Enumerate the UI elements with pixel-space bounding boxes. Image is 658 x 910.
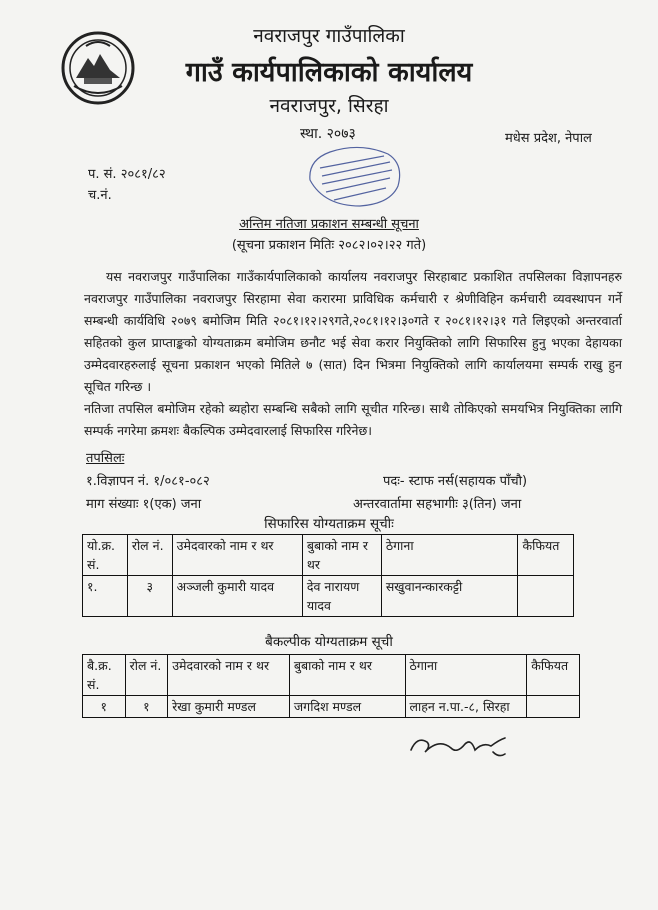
signature-icon [405,728,515,764]
notice-subject [0,214,658,232]
table-header-cell: उमेदवारको नाम र थर [172,535,302,576]
demand-count: माग संख्याः १(एक) जना [86,497,202,512]
table-cell: अञ्जली कुमारी यादव [172,576,302,617]
municipality-name: नवराजपुर गाउँपालिका [253,25,405,47]
table-cell: ३ [127,576,172,617]
table-header-cell: रोल नं. [125,655,168,696]
table-cell: १ [83,696,126,718]
table-row [83,696,580,718]
table-header-row [83,535,574,576]
table-cell: सखुवानन्कारकट्टी [381,576,518,617]
table-header-cell: उमेदवारको नाम र थर [168,655,290,696]
letter-number: प. सं. २०८१/८२ [88,167,166,182]
office-name: गाउँ कार्यपालिकाको कार्यालय [185,57,473,88]
table-cell: जगदिश मण्डल [289,696,405,718]
notice-paragraph-1: यस नवराजपुर गाउँपालिका गाउँकार्यपालिकाको कार्यालय नवराजपुर सिरहाबाट प्रकाशित तपसिलका विज्ञापनहरु नवराजपुर गाउँपालिका नवराजपुर सिरहामा सेवा करारमा प्राविधिक कर्मचारी र श्रेणीविहिन कर्मचारी व्यवस्थापन गर्ने सम्बन्धी कार्यविधि २०७९ बमोजिम मिति २०८१।१२।२९गते,२०८१।१२।३०गते र २०८१।१२।३१ गते लिइएको अन्तरवार्ता सहितको कुल प्राप्ताङ्कको योग्यताक्रम बमोजिम छनौट भई सेवा करार नियुक्तिको लागि सिफारिस हुनु भएका देहायका उम्मेदवारहरुलाई सूचना प्रकाशन भएको मितिले ७ (सात) दिन भित्रमा नियुक्तिको लागि कार्यालयमा सम्पर्क राखु हुन सूचित गरिन्छ । [84,269,622,394]
established-year: स्था. २०७३ [300,126,356,142]
recommended-list-title: सिफारिस योग्यताक्रम सूचीः [264,516,394,532]
publication-date: (सूचना प्रकाशन मितिः २०८२।०२।२२ गते) [231,238,427,253]
dispatch-number: च.नं. [88,188,112,203]
table-cell: १. [83,576,128,617]
table-header-cell: रोल नं. [127,535,172,576]
table-header-cell: ठेगाना [405,655,527,696]
details-heading: तपसिलः [86,451,125,466]
office-location: नवराजपुर, सिरहा [269,95,389,117]
province-name: मधेस प्रदेश, नेपाल [505,131,592,146]
table-cell [518,576,574,617]
post-name: पदः- स्टाफ नर्स(सहायक पाँचौ) [383,474,528,489]
advertisement-number: १.विज्ञापन नं. १/०८१-०८२ [86,474,210,489]
table-header-cell: ठेगाना [381,535,518,576]
table-cell [527,696,580,718]
table-cell: लाहन न.पा.-८, सिरहा [405,696,527,718]
table-header-cell: यो.क्र. सं. [83,535,128,576]
table-header-cell: बुबाको नाम र थर [302,535,381,576]
table-cell: रेखा कुमारी मण्डल [168,696,290,718]
reference-block [88,164,166,206]
notice-paragraph-2: नतिजा तपसिल बमोजिम रहेको ब्यहोरा सम्बन्धि सबैको लागि सूचीत गरिन्छ। साथै तोकिएको समयभित्र नियुक्तिका लागि सम्पर्क नगरेमा क्रमशः बैकल्पिक उम्मेदवारलाई सिफारिस गरिनेछ। [84,401,622,438]
table-header-row [83,655,580,696]
table-cell: १ [125,696,168,718]
notice-body [84,266,622,442]
table-header-cell: बै.क्र. सं. [83,655,126,696]
table-cell: देव नारायण यादव [302,576,381,617]
interviewee-count: अन्तरवार्तामा सहभागीः ३(तिन) जना [353,497,522,512]
table-header-cell: कैफियत [518,535,574,576]
table-header-cell: बुबाको नाम र थर [289,655,405,696]
table-row [83,576,574,617]
alternate-table [82,654,580,718]
table-header-cell: कैफियत [527,655,580,696]
recommended-table [82,534,574,617]
office-stamp-icon [300,140,410,210]
notice-subject-text: अन्तिम नतिजा प्रकाशन सम्बन्धी सूचना [239,217,419,232]
alternate-list-title: बैकल्पीक योग्यताक्रम सूची [265,634,393,650]
